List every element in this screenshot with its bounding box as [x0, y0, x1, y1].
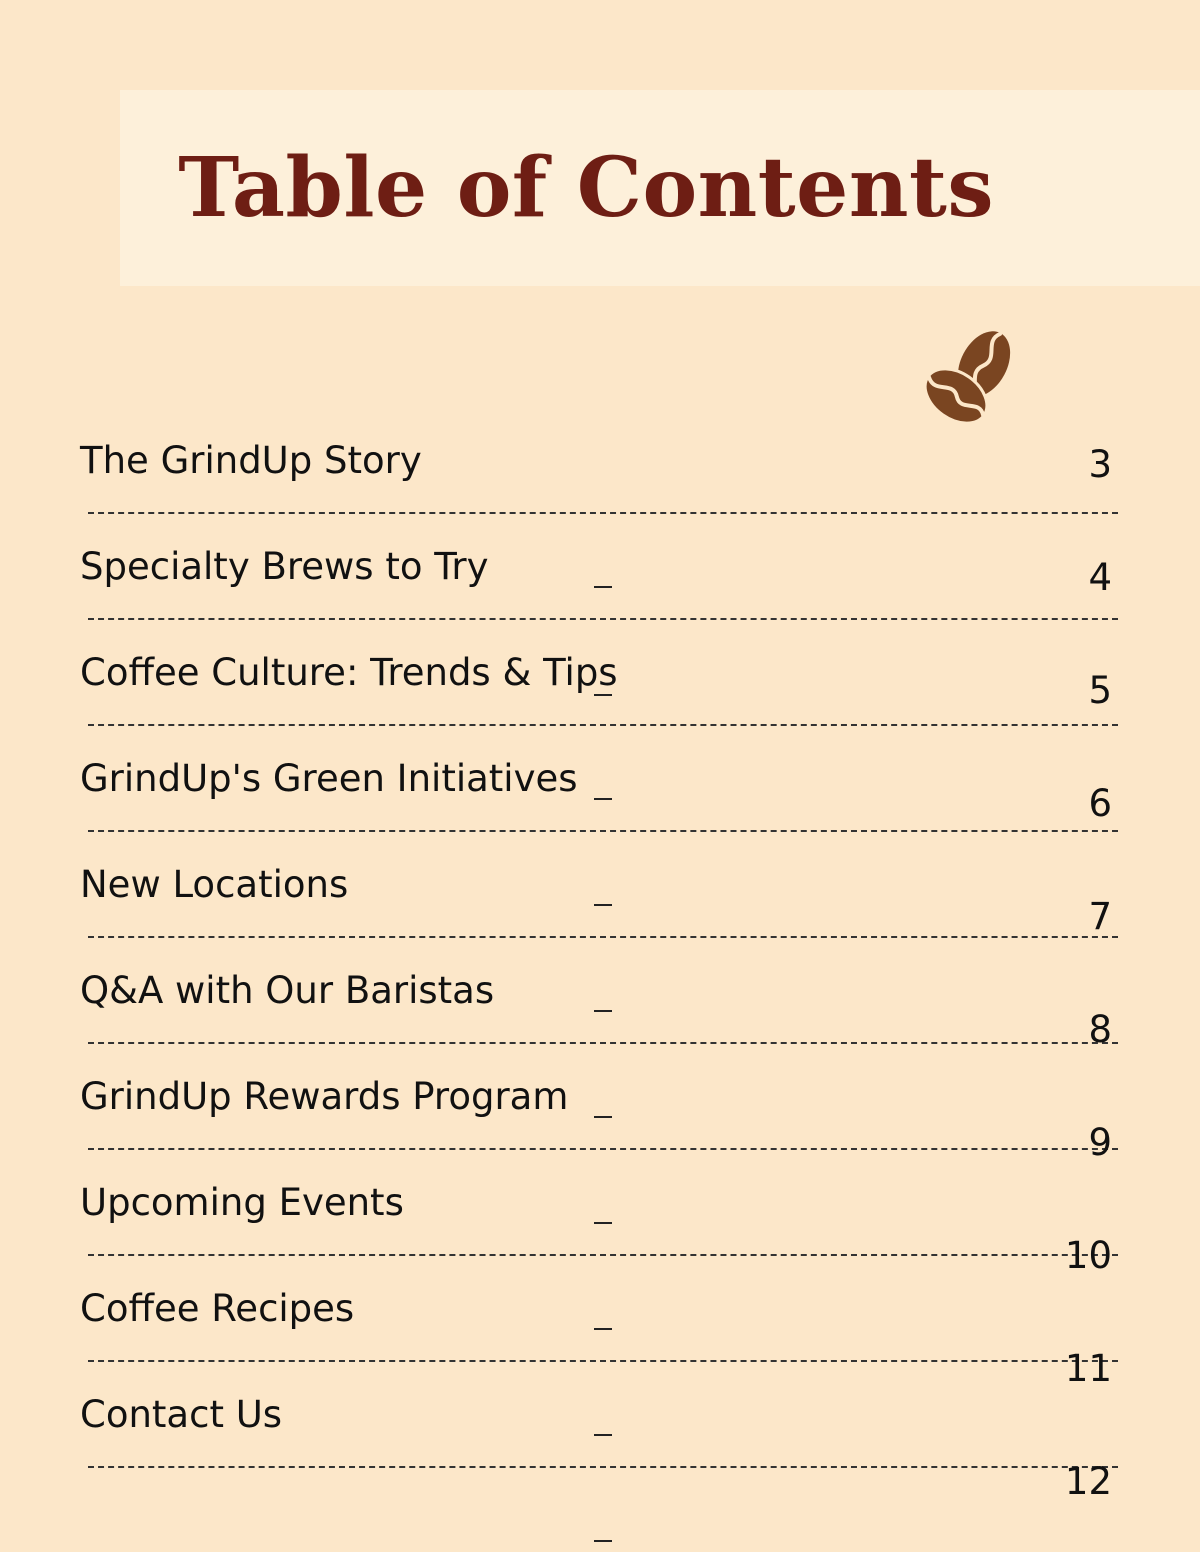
toc-entry-title: The GrindUp Story	[80, 439, 422, 482]
toc-entry[interactable]	[0, 1074, 1200, 1180]
toc-entry-title: Q&A with Our Baristas	[80, 969, 495, 1012]
toc-entry-page-number: 8	[1088, 1008, 1112, 1051]
coffee-beans-icon	[916, 326, 1024, 432]
toc-entry-title: Coffee Culture: Trends & Tips	[80, 651, 618, 694]
decorative-dash	[594, 694, 612, 696]
decorative-dash	[594, 798, 612, 800]
toc-entry[interactable]	[0, 1392, 1200, 1503]
toc-entry-page-number: 4	[1088, 556, 1112, 599]
toc-entry-title: GrindUp Rewards Program	[80, 1075, 569, 1118]
toc-entry-page-number: 7	[1088, 895, 1112, 938]
dotted-leader	[88, 724, 1118, 726]
dotted-leader	[88, 830, 1118, 832]
decorative-dash	[594, 586, 612, 588]
decorative-dash	[594, 1434, 612, 1436]
toc-entry-title: New Locations	[80, 863, 349, 906]
toc-entry[interactable]	[0, 756, 1200, 862]
toc-entry-page-number: 10	[1064, 1234, 1112, 1277]
dotted-leader	[88, 1466, 1118, 1468]
decorative-dash	[594, 1010, 612, 1012]
dotted-leader	[88, 1042, 1118, 1044]
toc-entry[interactable]	[0, 1180, 1200, 1286]
toc-entry[interactable]	[0, 650, 1200, 756]
dotted-leader	[88, 512, 1118, 514]
dotted-leader	[88, 1360, 1118, 1362]
decorative-dash	[594, 1540, 612, 1542]
toc-entry-page-number: 9	[1088, 1121, 1112, 1164]
page-title: Table of Contents	[178, 140, 994, 236]
dotted-leader	[88, 936, 1118, 938]
toc-entry[interactable]	[0, 544, 1200, 650]
toc-entry-page-number: 5	[1088, 669, 1112, 712]
decorative-dash	[594, 1328, 612, 1330]
decorative-dash	[594, 1116, 612, 1118]
toc-entry-page-number: 11	[1064, 1347, 1112, 1390]
dotted-leader	[88, 1148, 1118, 1150]
toc-entry-title: Upcoming Events	[80, 1181, 404, 1224]
toc-entry-page-number: 6	[1088, 782, 1112, 825]
dotted-leader	[88, 618, 1118, 620]
toc-entry-title: Coffee Recipes	[80, 1287, 355, 1330]
toc-entry-title: Specialty Brews to Try	[80, 545, 489, 588]
toc-entry-title: GrindUp's Green Initiatives	[80, 757, 578, 800]
toc-entry-page-number: 3	[1088, 443, 1112, 486]
toc-entry-page-number: 12	[1064, 1460, 1112, 1503]
toc-entry[interactable]	[0, 438, 1200, 544]
toc-entry[interactable]	[0, 1286, 1200, 1392]
toc-entry-title: Contact Us	[80, 1393, 283, 1436]
toc-entry[interactable]	[0, 968, 1200, 1074]
decorative-dash	[594, 1222, 612, 1224]
toc-entry[interactable]	[0, 862, 1200, 968]
dotted-leader	[88, 1254, 1118, 1256]
decorative-dash	[594, 904, 612, 906]
title-band	[120, 90, 1200, 286]
